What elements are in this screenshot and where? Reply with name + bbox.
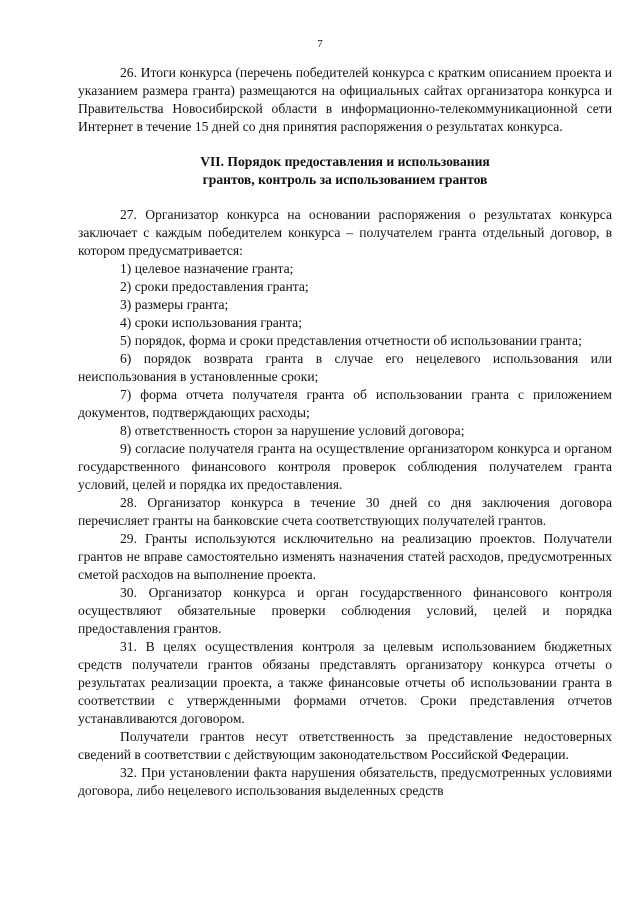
paragraph-27: 27. Организатор конкурса на основании распоряжения о результатах конкурса заключает с каждым победителем конкурса – получателем гранта отдельный договор, в котором предусматривается: [78,207,612,258]
list-item-4: 4) сроки использования гранта; [120,315,302,330]
paragraph-28: 28. Организатор конкурса в течение 30 дней со дня заключения договора перечисляет гранты на банковские счета соответствующих получателей грантов. [78,495,612,528]
paragraph-26: 26. Итоги конкурса (перечень победителей конкурса с кратким описанием проекта и указанием размера гранта) размещаются на официальных сайтах организатора конкурса и Правительства Новосибирской области в информационно-телекоммуникационной сети Интернет в течение 15 дней со дня принятия распоряжения о результатах конкурса. [78,65,612,134]
section-heading-line-1: VII. Порядок предоставления и использования [200,154,490,169]
paragraph-30: 30. Организатор конкурса и орган государственного финансового контроля осуществляют обязательные проверки соблюдения условий, целей и порядка предоставления грантов. [78,585,612,636]
list-item-6: 6) порядок возврата гранта в случае его нецелевого использования или неиспользования в установленные сроки; [78,351,612,384]
paragraph-32: 32. При установлении факта нарушения обязательств, предусмотренных условиями договора, либо нецелевого использования выделенных средств [78,765,612,798]
section-heading-line-2: грантов, контроль за использованием грантов [202,172,488,187]
paragraph-29: 29. Гранты используются исключительно на реализацию проектов. Получатели грантов не вправе самостоятельно изменять назначения статей расходов, предусмотренных сметой расходов на выполнение проекта. [78,531,612,582]
document-body [78,64,612,800]
list-item-9: 9) согласие получателя гранта на осуществление организатором конкурса и органом государственного финансового контроля проверок соблюдения получателем гранта условий, целей и порядка их предоставления. [78,441,612,492]
list-item-8: 8) ответственность сторон за нарушение условий договора; [120,423,465,438]
paragraph-31: 31. В целях осуществления контроля за целевым использованием бюджетных средств получатели грантов обязаны представлять организатору конкурса отчеты о результатах реализации проекта, а также финансовые отчеты об использовании гранта в соответствии с утвержденными формами отчетов. Сроки представления отчетов устанавливаются договором. [78,639,612,726]
paragraph-31-continued: Получатели грантов несут ответственность за представление недостоверных сведений в соответствии с действующим законодательством Российской Федерации. [78,729,612,762]
list-item-5: 5) порядок, форма и сроки представления отчетности об использовании гранта; [120,333,582,348]
list-item-1: 1) целевое назначение гранта; [120,261,294,276]
page-number: 7 [317,38,323,50]
list-item-7: 7) форма отчета получателя гранта об использовании гранта с приложением документов, подтверждающих расходы; [78,387,612,420]
section-heading [78,153,612,189]
list-item-3: 3) размеры гранта; [120,297,229,312]
list-item-2: 2) сроки предоставления гранта; [120,279,309,294]
